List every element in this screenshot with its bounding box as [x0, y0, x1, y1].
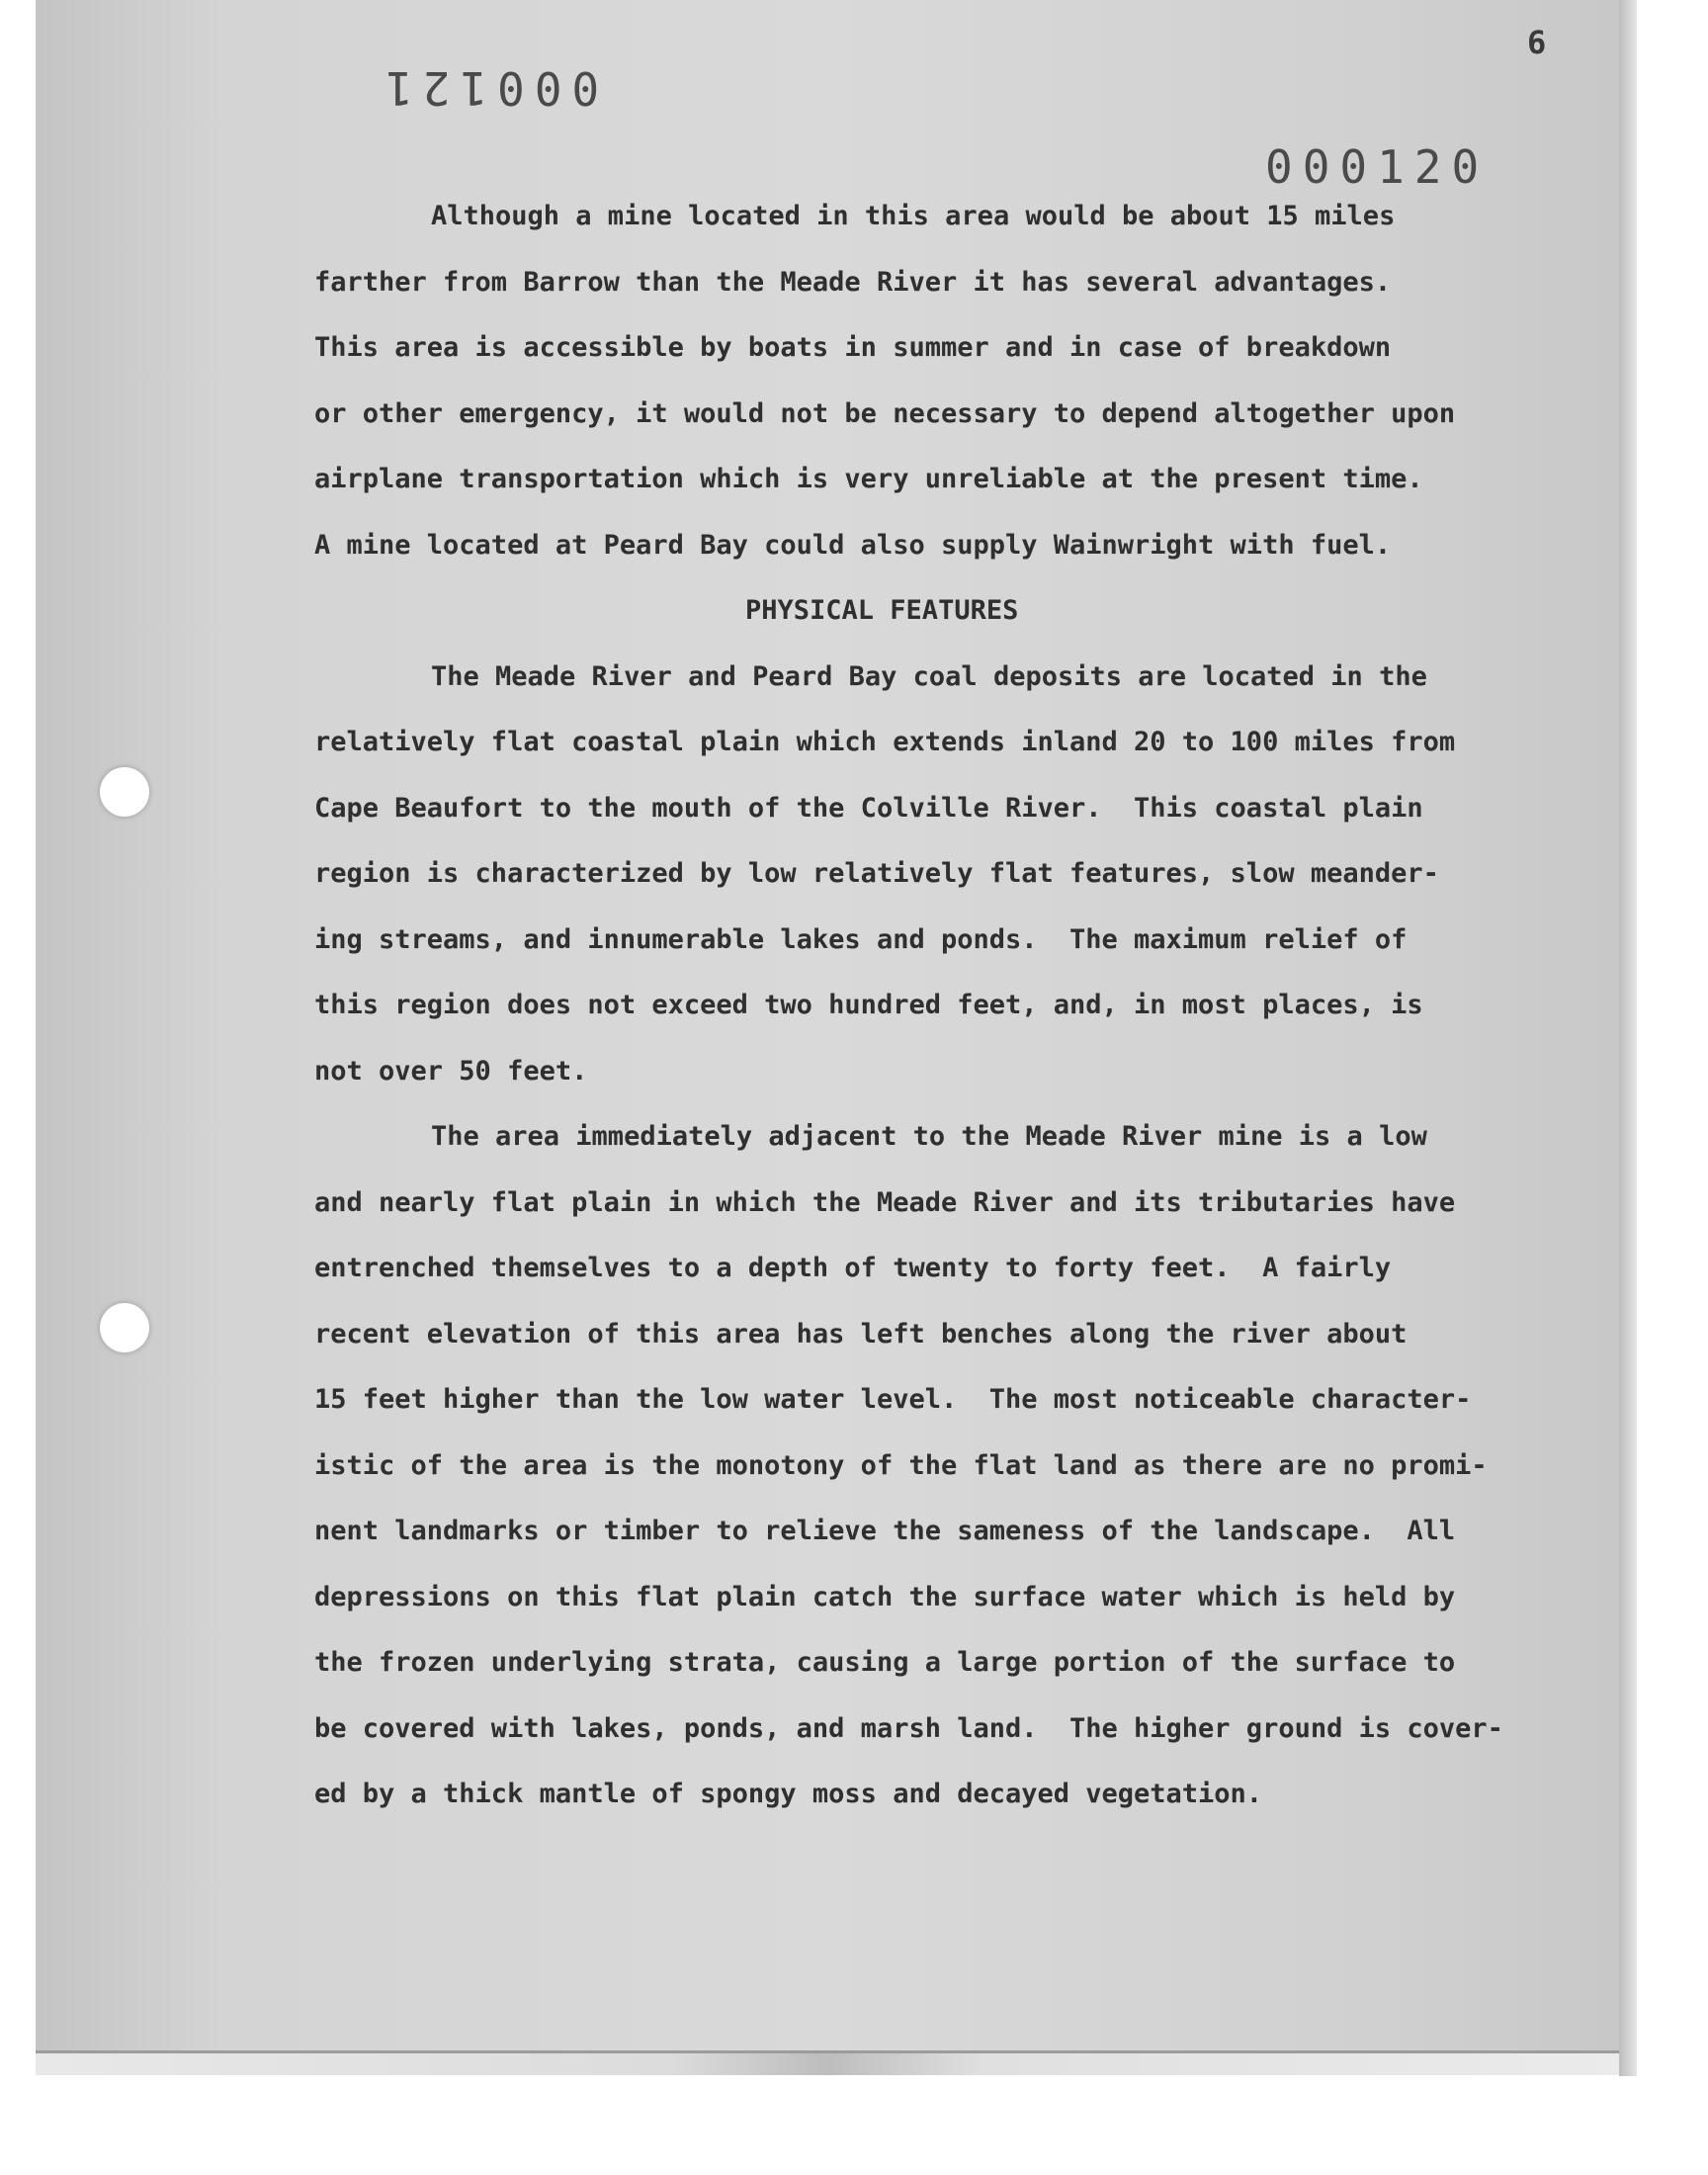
- text-line: A mine located at Peard Bay could also supply Wainwright with fuel.: [314, 529, 1392, 561]
- text-line: istic of the area is the monotony of the flat land as there are no promi-: [314, 1449, 1488, 1481]
- text-line: This area is accessible by boats in summer and in case of breakdown: [314, 332, 1392, 363]
- text-line: and nearly flat plain in which the Meade River and its tributaries have: [314, 1186, 1456, 1218]
- paper-right-edge: [1619, 0, 1637, 2076]
- punch-hole: [100, 767, 149, 817]
- text-line: be covered with lakes, ponds, and marsh land. The higher ground is cover-: [314, 1712, 1503, 1744]
- text-line: Although a mine located in this area would be about 15 miles: [431, 201, 1396, 231]
- document-stamp: 000120: [1265, 140, 1490, 194]
- text-line: recent elevation of this area has left benches along the river about: [314, 1318, 1408, 1349]
- text-line: airplane transportation which is very unreliable at the present time.: [314, 464, 1423, 494]
- punch-hole: [100, 1303, 149, 1352]
- scanner-bottom-strip: [36, 2053, 1619, 2075]
- text-line: farther from Barrow than the Meade River it has several advantages.: [314, 266, 1392, 298]
- text-line: The Meade River and Peard Bay coal deposits are located in the: [431, 660, 1427, 692]
- text-line: nent landmarks or timber to relieve the sameness of the landscape. All: [314, 1516, 1456, 1546]
- text-line: depressions on this flat plain catch the surface water which is held by: [314, 1581, 1456, 1612]
- document-stamp-inverted: 000121: [376, 61, 600, 115]
- text-line: relatively flat coastal plain which extends inland 20 to 100 miles from: [314, 727, 1456, 757]
- text-line: or other emergency, it would not be necessary to depend altogether upon: [314, 397, 1456, 429]
- text-line: ing streams, and innumerable lakes and ponds. The maximum relief of: [314, 923, 1408, 955]
- text-line: ed by a thick mantle of spongy moss and decayed vegetation.: [314, 1779, 1263, 1809]
- text-line: Cape Beaufort to the mouth of the Colville River. This coastal plain: [314, 792, 1423, 824]
- text-line: 15 feet higher than the low water level. The most noticeable character-: [314, 1384, 1472, 1415]
- text-line: The area immediately adjacent to the Meade River mine is a low: [431, 1121, 1427, 1152]
- text-line: not over 50 feet.: [314, 1055, 588, 1087]
- page-number: 6: [1527, 24, 1547, 61]
- section-heading: PHYSICAL FEATURES: [745, 595, 1019, 626]
- text-line: the frozen underlying strata, causing a large portion of the surface to: [314, 1647, 1456, 1678]
- typewritten-body: [314, 184, 1550, 1828]
- text-line: entrenched themselves to a depth of twenty to forty feet. A fairly: [314, 1253, 1392, 1283]
- text-line: this region does not exceed two hundred feet, and, in most places, is: [314, 990, 1423, 1020]
- text-line: region is characterized by low relatively flat features, slow meander-: [314, 858, 1439, 889]
